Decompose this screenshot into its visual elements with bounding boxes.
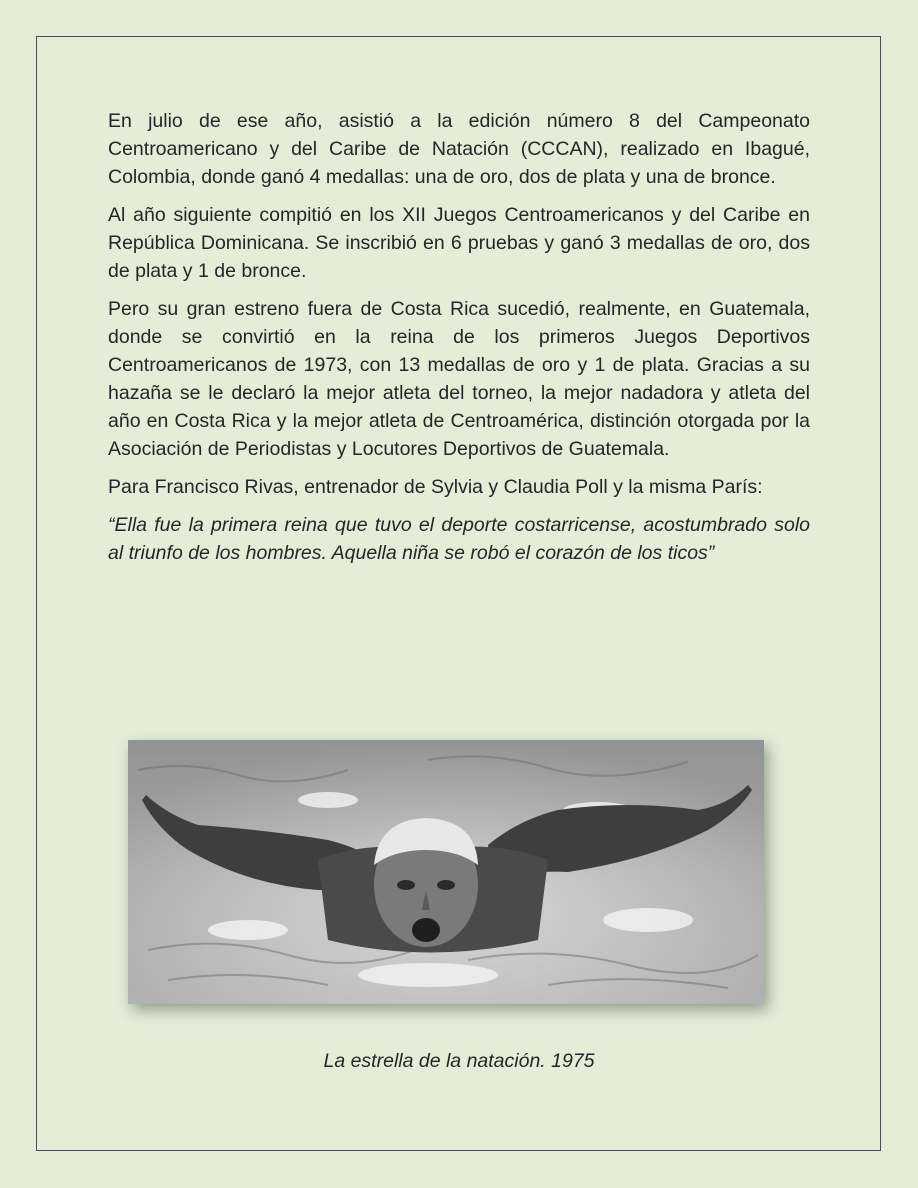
photo-caption: La estrella de la natación. 1975 — [323, 1050, 595, 1072]
quote: “Ella fue la primera reina que tuvo el deporte costarricense, acostumbrado solo al triunfo de los hombres. Aquella niña se robó el corazón de los ticos” — [108, 514, 810, 564]
body-text — [108, 107, 810, 577]
paragraph-francisco-rivas: Para Francisco Rivas, entrenador de Sylvia y Claudia Poll y la misma París: — [108, 476, 763, 498]
paragraph-guatemala: Pero su gran estreno fuera de Costa Rica sucedió, realmente, en Guatemala, donde se convirtió en la reina de los primeros Juegos Deportivos Centroamericanos de 1973, con 13 medallas de oro y 1 de plata. Gracias a su hazaña se le declaró la mejor atleta del torneo, la mejor nadadora y atleta del año en Costa Rica y la mejor atleta de Centroamérica, distinción otorgada por la Asociación de Periodistas y Locutores Deportivos de Guatemala. — [108, 298, 810, 460]
paragraph-juegos-centroamericanos: Al año siguiente compitió en los XII Juegos Centroamericanos y del Caribe en República Dominicana. Se inscribió en 6 pruebas y ganó 3 medallas de oro, dos de plata y 1 de bronce. — [108, 204, 810, 282]
swimmer-photo — [128, 740, 764, 1004]
paragraph-cccan: En julio de ese año, asistió a la edición número 8 del Campeonato Centroamericano y del Caribe de Natación (CCCAN), realizado en Ibagué, Colombia, donde ganó 4 medallas: una de oro, dos de plata y una de bronce. — [108, 110, 810, 188]
